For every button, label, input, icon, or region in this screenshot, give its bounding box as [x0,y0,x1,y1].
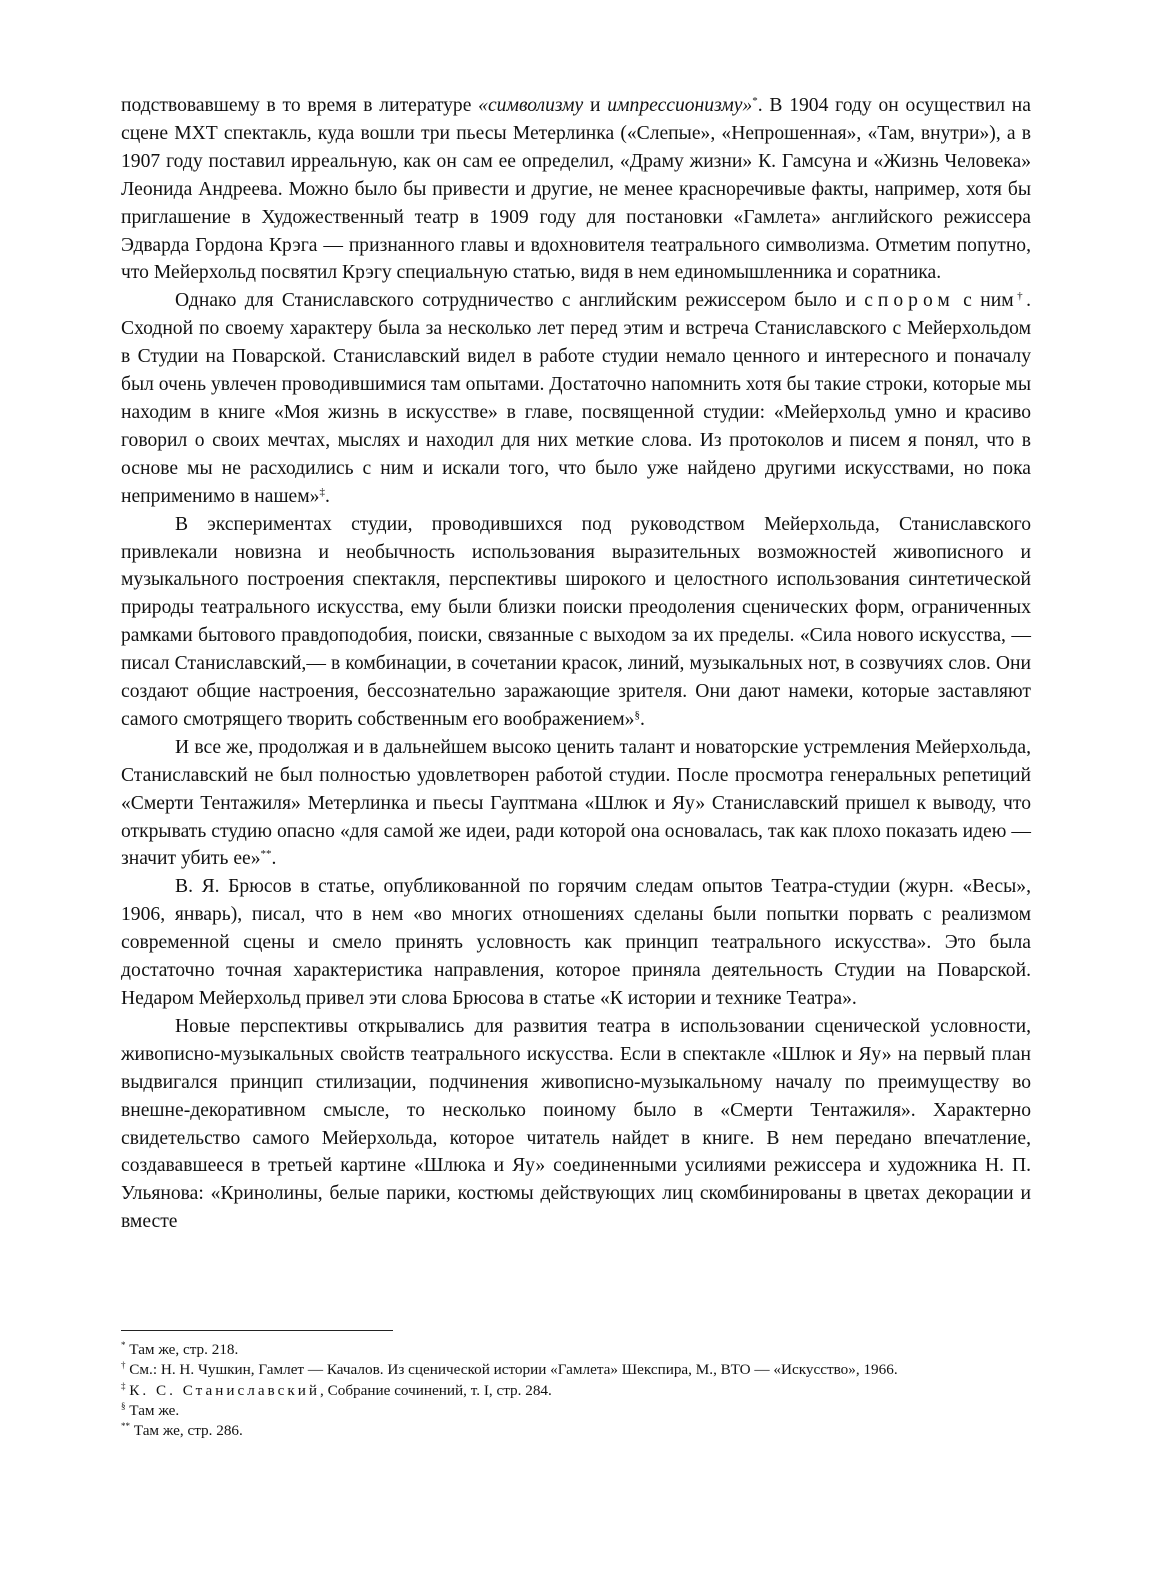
paragraph-4: И все же, продолжая и в дальнейшем высоко ценить талант и новаторские устремления Мейерхольда, Станиславский не был полностью удовлетворен работой студии. После просмотра генеральных репетиций «Смерти Тентажиля» Метерлинка и пьесы Гауптмана «Шлюк и Яу» Станиславский пришел к выводу, что открывать студию опасно «для самой же идеи, ради которой она основалась, так как плохо показать идею — значит убить ее»**. [121,736,1031,870]
paragraph-5: В. Я. Брюсов в статье, опубликованной по горячим следам опытов Театра-студии (журн. «Весы», 1906, январь), писал, что в нем «во многих отношениях сделаны были попытки порвать с реализмом современной сцены и смело принять условность как принцип театрального искусства». Это была достаточно точная характеристика направления, которое приняла деятельность Студии на Поварской. Недаром Мейерхольд привел эти слова Брюсова в статье «К истории и технике Театра». [121,876,1031,1009]
footnote-ref-5[interactable]: ** [260,848,272,861]
footnote-ref-4[interactable]: § [634,708,640,721]
footnote-5: ** Там же, стр. 286. [121,1421,243,1440]
footnote-ref-2[interactable]: † [1013,290,1027,303]
paragraph-1: подствовавшему в то время в литературе «символизму и импрессионизму»*. В 1904 году он осуществил на сцене МХТ спектакль, куда вошли три пьесы Метерлинка («Слепые», «Непрошенная», «Там, внутри»), а в 1907 году поставил ирреальную, как он сам ее определил, «Драму жизни» К. Гамсуна и «Жизнь Человека» Леонида Андреева. Можно было бы привести и другие, не менее красноречивые факты, например, хотя бы приглашение в Художественный театр в 1909 году для постановки «Гамлета» английского режиссера Эдварда Гордона Крэга — признанного главы и вдохновителя театрального символизма. Отметим попутно, что Мейерхольд посвятил Крэгу специальную статью, видя в нем единомышленника и соратника. [121,95,1031,284]
book-page [121,92,1031,1440]
footnote-4: § Там же. [121,1400,180,1419]
footnotes [121,1340,1001,1441]
footnote-divider [121,1330,393,1331]
footnote-3: ‡ К. С. Станиславский, Собрание сочинений, т. I, стр. 284. [121,1380,552,1399]
footnote-1: * Там же, стр. 218. [121,1340,239,1358]
paragraph-6: Новые перспективы открывались для развития театра в использовании сценической условности, живописно-музыкальных свойств театрального искусства. Если в спектакле «Шлюк и Яу» на первый план выдвигался принцип стилизации, подчинения живописно-музыкальному началу по преимуществу во внешне-декоративном смысле, то несколько поиному было в «Смерти Тентажиля». Характерно свидетельство самого Мейерхольда, которое читатель найдет в книге. В нем передано впечатление, создававшееся в третьей картине «Шлюка и Яу» соединенными усилиями режиссера и художника Н. П. Ульянова: «Кринолины, белые парики, костюмы действующих лиц скомбинированы в цветах декорации и вместе [121,1015,1031,1233]
footnote-2: † См.: Н. Н. Чушкин, Гамлет — Качалов. Из сценической истории «Гамлета» Шекспира, М., ВТО — «Искусство», 1966. [121,1360,898,1379]
paragraph-2: Однако для Станиславского сотрудничество с английским режиссером было и спором с ним†. Сходной по своему характеру была за несколько лет перед этим и встреча Станиславского с Мейерхольдом в Студии на Поварской. Станиславский видел в работе студии немало ценного и интересного и поначалу был очень увлечен проводившимися там опытами. Достаточно напомнить хотя бы такие строки, которые мы находим в книге «Моя жизнь в искусстве» в главе, посвященной студии: «Мейерхольд умно и красиво говорил о своих мечтах, мыслях и находил для них меткие слова. Из протоколов и писем я понял, что в основе мы не расходились с ним и искали того, что было уже найдено другими искусствами, но пока неприменимо в нашем»‡. [121,290,1031,507]
footnote-ref-3[interactable]: ‡ [319,485,325,498]
paragraph-3: В экспериментах студии, проводившихся под руководством Мейерхольда, Станиславского привлекали новизна и необычность использования выразительных возможностей живописного и музыкального построения спектакля, перспективы широкого и целостного использования синтетической природы театрального искусства, ему были близки поиски преодоления сценических форм, ограниченных рамками бытового правдоподобия, поиски, связанные с выходом за их пределы. «Сила нового искусства, — писал Станиславский,— в комбинации, в сочетании красок, линий, музыкальных нот, в созвучиях слов. Они создают общие настроения, бессознательно заражающие зрителя. Они дают намеки, которые заставляют самого смотрящего творить собственным его воображением»§. [121,513,1031,730]
main-text [121,92,1031,1236]
footnote-ref-1[interactable]: * [752,95,758,107]
